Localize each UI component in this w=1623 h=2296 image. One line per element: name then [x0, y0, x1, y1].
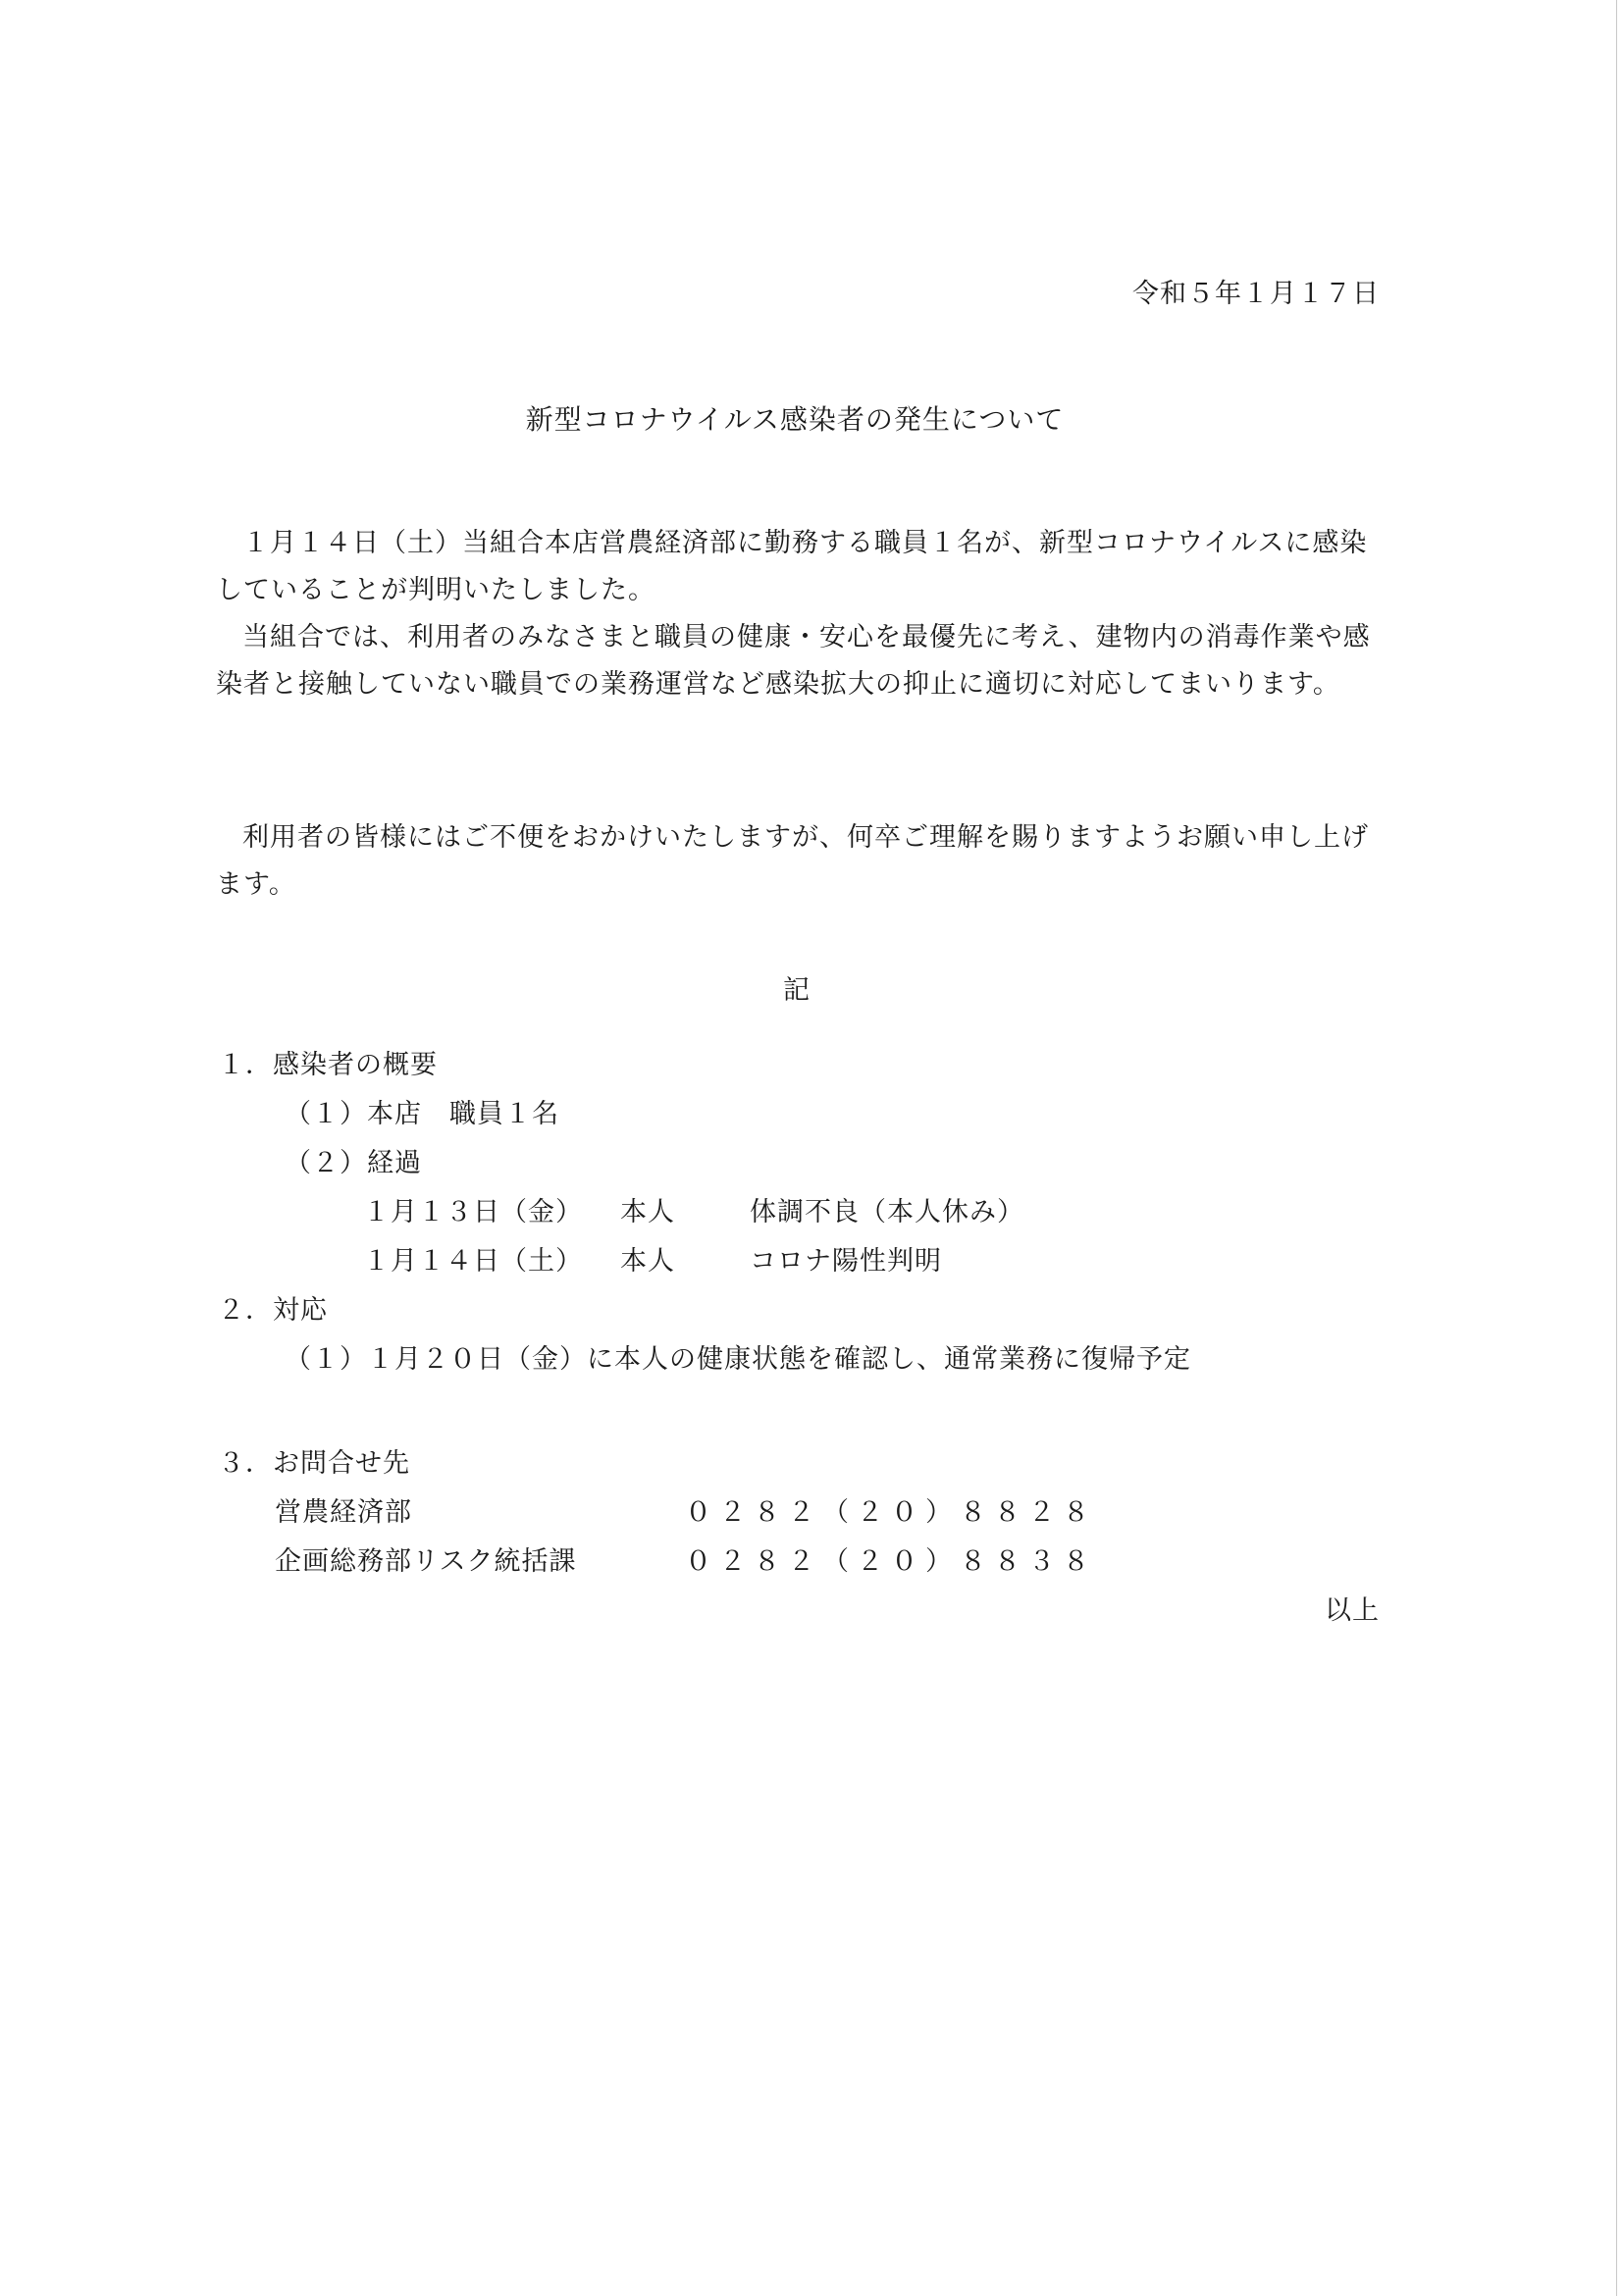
section2-item1: （１）１月２０日（金）に本人の健康状態を確認し、通常業務に復帰予定: [285, 1344, 1191, 1375]
body-paragraph-1: [216, 520, 1384, 708]
body-paragraph-1-line1: １月１４日（土）当組合本店営農経済部に勤務する職員１名が、新型コロナウイルスに感染していることが判明いたしました。: [216, 528, 1368, 605]
contact-phone: ０２８２（２０）８８３８: [685, 1546, 1097, 1577]
timeline-event: 体調不良（本人休み）: [750, 1197, 1024, 1227]
section1-heading: １．感染者の概要: [218, 1050, 438, 1080]
body-paragraph-2: [216, 814, 1384, 909]
timeline-who: 本人: [620, 1246, 675, 1277]
contact-phone: ０２８２（２０）８８２８: [685, 1497, 1097, 1528]
contact-name: 企画総務部リスク統括課: [275, 1546, 577, 1577]
timeline-who: 本人: [620, 1197, 675, 1227]
scan-edge-line: [1616, 0, 1617, 2296]
body-paragraph-1-line2: 当組合では、利用者のみなさまと職員の健康・安心を最優先に考え、建物内の消毒作業や感染者と接触していない職員での業務運営など感染拡大の抑止に適切に対応してまいります。: [216, 622, 1371, 700]
section1-item2: （２）経過: [285, 1148, 422, 1178]
contact-name: 営農経済部: [275, 1497, 412, 1528]
document-date: 令和５年１月１７日: [1132, 279, 1380, 309]
section2-heading: ２．対応: [218, 1295, 328, 1326]
body-paragraph-2-text: 利用者の皆様にはご不便をおかけいたしますが、何卒ご理解を賜りますようお願い申し上げます。: [216, 822, 1369, 900]
section1-item1: （１）本店 職員１名: [285, 1099, 559, 1129]
closing-ijo: 以上: [1325, 1595, 1380, 1626]
timeline-date: １月１４日（土）: [363, 1246, 583, 1277]
timeline-date: １月１３日（金）: [363, 1197, 583, 1227]
timeline-event: コロナ陽性判明: [750, 1246, 942, 1277]
ki-heading: 記: [783, 975, 811, 1006]
document-title: 新型コロナウイルス感染者の発生について: [525, 403, 1065, 436]
section3-heading: ３．お問合せ先: [218, 1448, 410, 1479]
